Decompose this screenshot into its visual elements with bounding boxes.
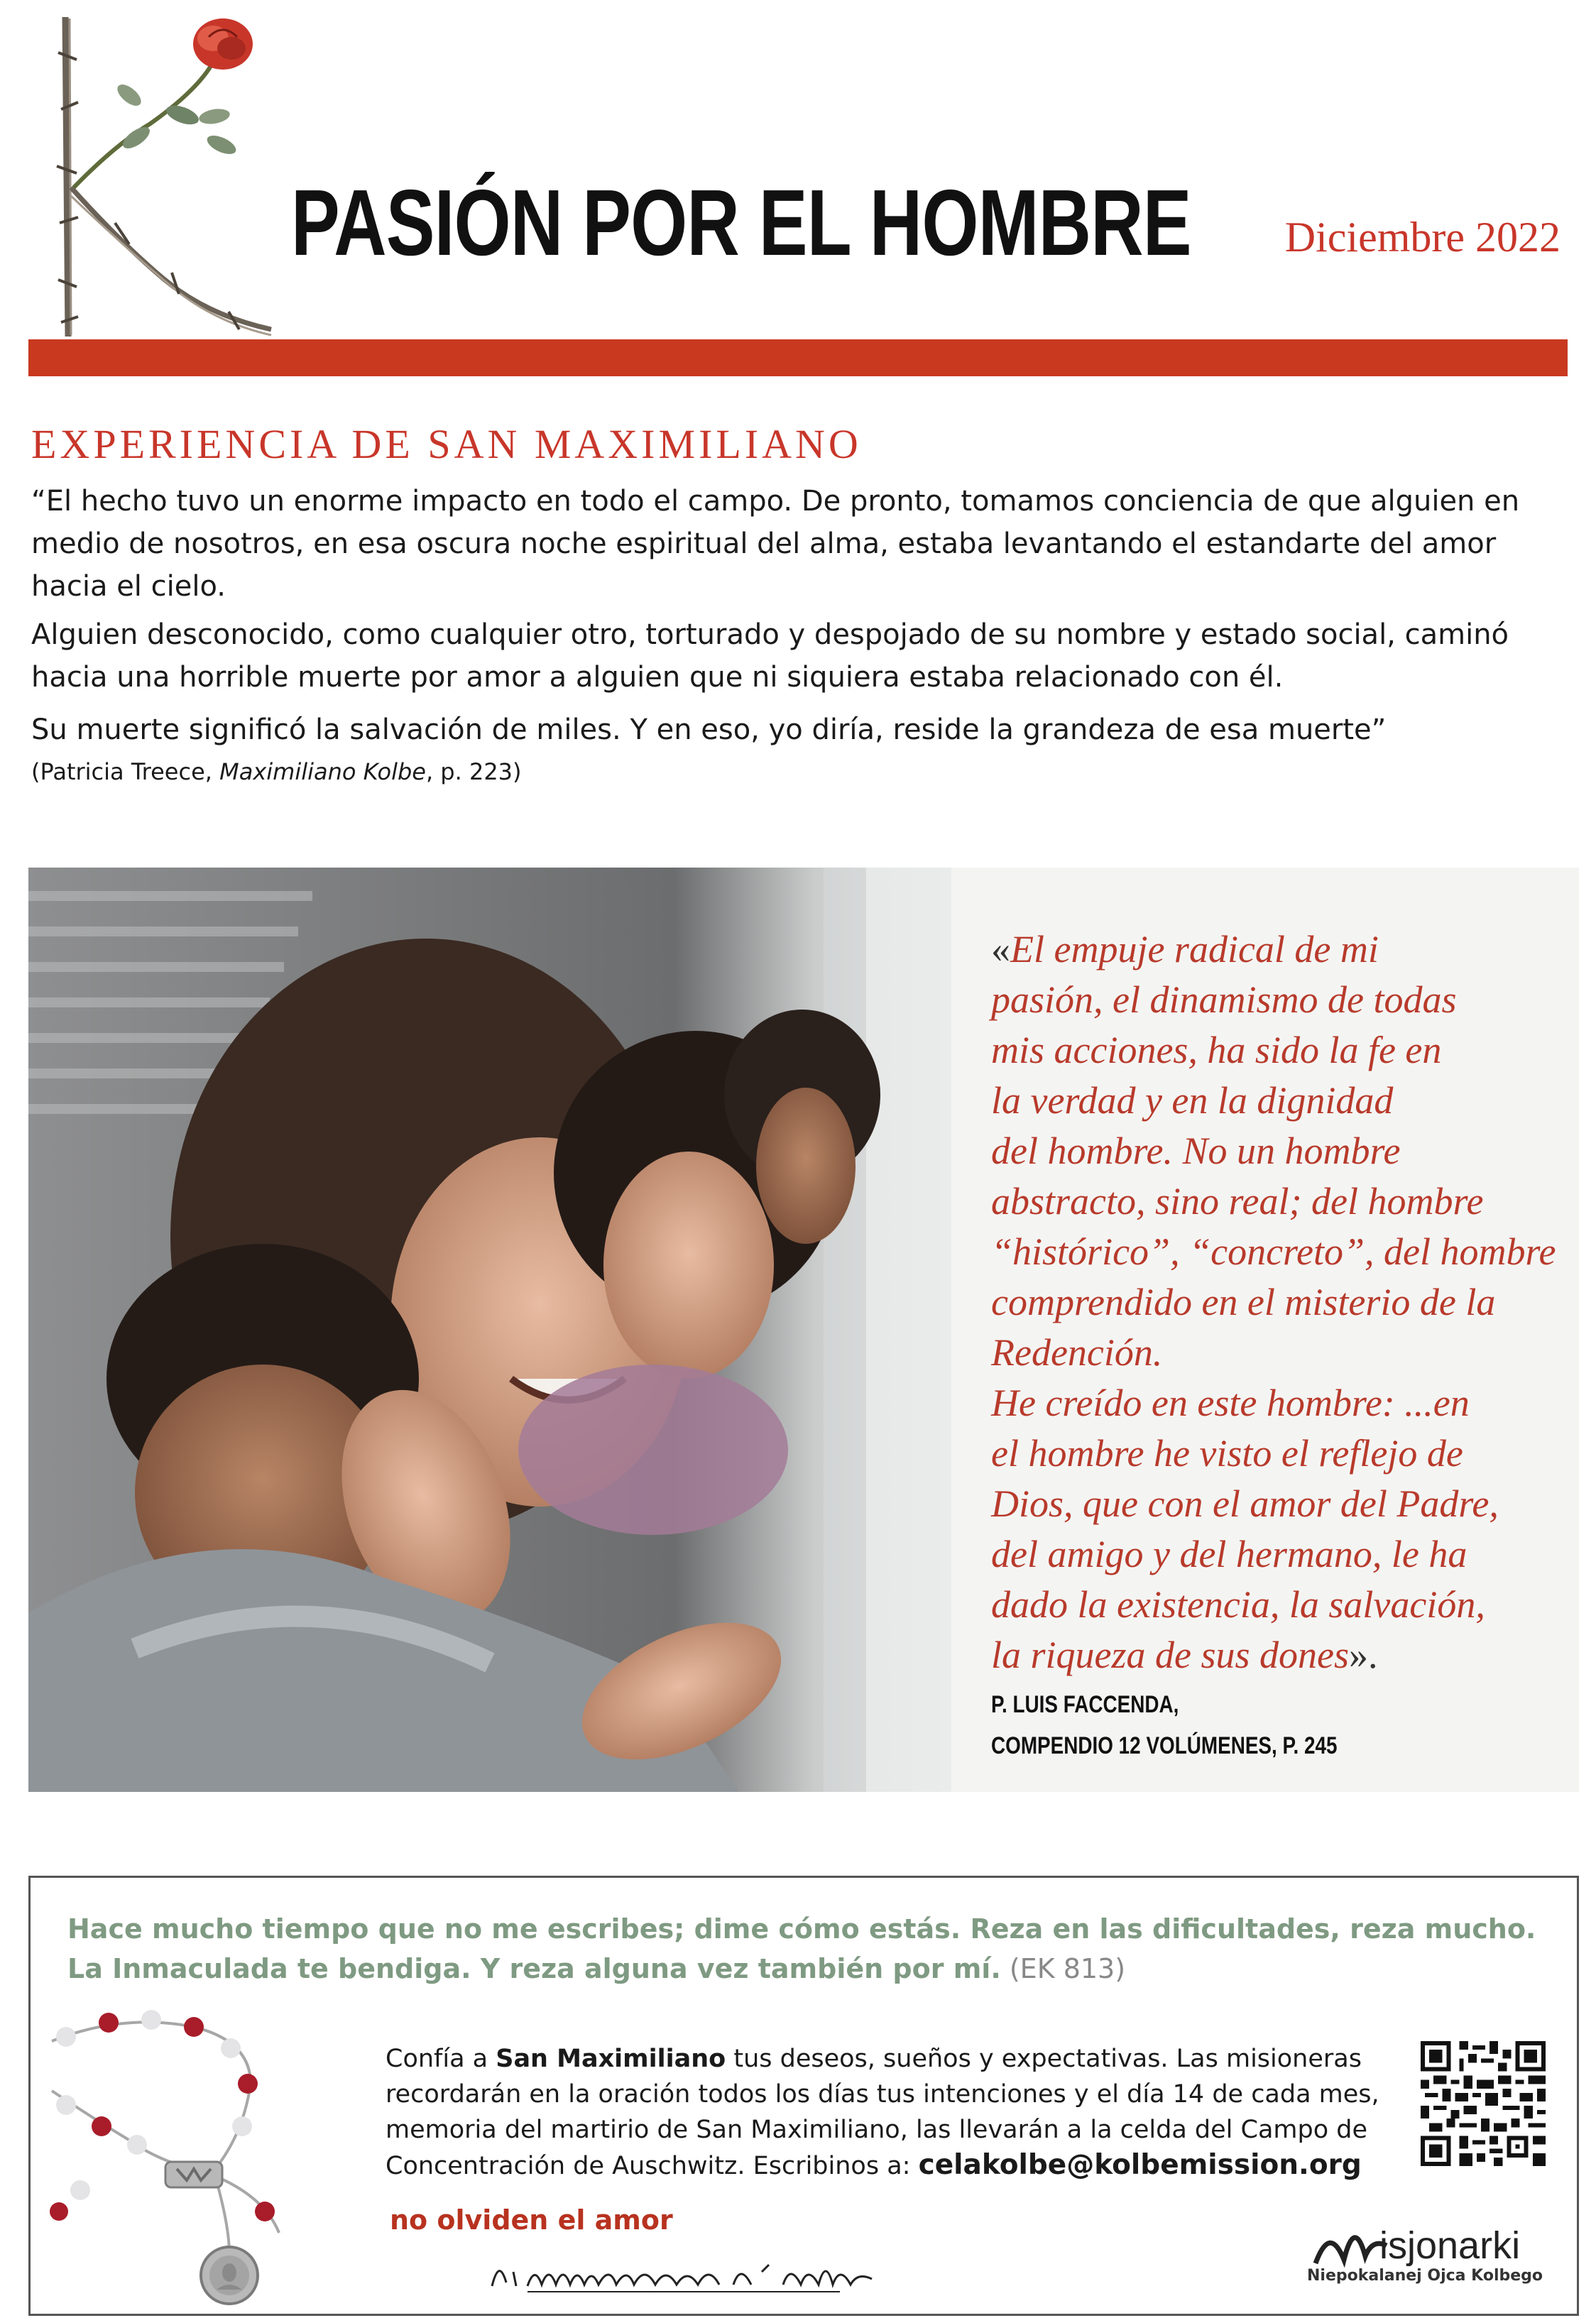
entrust-text (386, 2041, 1422, 2184)
experience-paragraph: “El hecho tuvo un enorme impacto en todo el campo. De pronto, tomamos conciencia de que alguien en medio de nosotros, en esa oscura noche espiritual del alma, estaba levantando el estandarte del amor hacia el cielo. (31, 485, 1520, 603)
quote-line: “histórico”, “concreto”, del hombre (991, 1230, 1556, 1273)
quote-line-text: El empuje radical de mi (1010, 928, 1379, 971)
letter-text: Hace mucho tiempo que no me escribes; dime cómo estás. Reza en las dificultades, reza mucho. La Inmaculada te bendiga. Y reza alguna vez también por mí. (67, 1913, 1536, 1984)
entrust-intro: Confía a (386, 2045, 496, 2073)
citation-prefix: (Patricia Treece, (31, 758, 220, 785)
quote-line: comprendido en el misterio de la (991, 1281, 1496, 1323)
hugging-people-photo (28, 868, 951, 1792)
header-divider (28, 339, 1568, 376)
quote-line: He creído en este hombre: ...en (991, 1382, 1470, 1424)
quote-line-text: la riqueza de sus dones (991, 1634, 1349, 1676)
quote-line: abstracto, sino real; del hombre (991, 1180, 1484, 1223)
entrust-saint: San Maximiliano (496, 2045, 726, 2073)
quote-line: Redención. (991, 1331, 1163, 1374)
quote-close-mark: ». (1348, 1634, 1378, 1676)
quote-line: Dios, que con el amor del Padre, (991, 1482, 1499, 1525)
quote-line (991, 1630, 1559, 1680)
quote-line: pasión, el dinamismo de todas (991, 978, 1457, 1021)
tagline: no olviden el amor (390, 2204, 673, 2236)
quote-line (991, 924, 1559, 975)
page-title: PASIÓN POR EL HOMBRE (291, 170, 1191, 275)
quote-line: dado la existencia, la salvación, (991, 1583, 1485, 1626)
quote-author: P. LUIS FACCENDA, (991, 1691, 1179, 1718)
experience-paragraph: Alguien desconocido, como cualquier otro, torturado y despojado de su nombre y estado social, caminó hacia una horrible muerte por amor a alguien que ni siquiera estaba relacionado con él. (31, 618, 1509, 694)
signature (485, 2251, 882, 2300)
kolbe-quote (991, 924, 1559, 1680)
quote-source: COMPENDIO 12 VOLÚMENES, P. 245 (991, 1732, 1338, 1759)
org-name: Niepokalanej Ojca Kolbego (1307, 2267, 1543, 2285)
quote-open-mark: « (991, 928, 1010, 971)
contact-box (28, 1876, 1579, 2316)
rosary-image (38, 1999, 407, 2311)
quote-line: el hombre he visto el reflejo de (991, 1432, 1463, 1475)
quote-attribution (991, 1684, 1338, 1766)
citation-suffix: , p. 223) (425, 758, 522, 785)
section-title: EXPERIENCIA DE SAN MAXIMILIANO (31, 421, 862, 467)
quote-line: del hombre. No un hombre (991, 1130, 1401, 1172)
quote-line: la verdad y en la dignidad (991, 1079, 1394, 1122)
qr-code[interactable] (1421, 2041, 1546, 2166)
letter-quote (67, 1909, 1558, 1989)
quote-line: mis acciones, ha sido la fe en (991, 1029, 1442, 1071)
quote-line: del amigo y del hermano, le ha (991, 1533, 1467, 1575)
citation-book: Maximiliano Kolbe (219, 758, 426, 785)
photo-quote-block (28, 868, 1579, 1792)
experience-paragraph: Su muerte significó la salvación de miles. Y en eso, yo diría, reside la grandeza de esa muerte” (31, 714, 1387, 746)
letter-ref: (EK 813) (1000, 1953, 1126, 1984)
contact-email-link[interactable]: celakolbe@kolbemission.org (918, 2149, 1362, 2181)
barbed-wire-k-rose-logo (37, 10, 293, 344)
org-logo-text: isjonarki (1379, 2224, 1521, 2267)
entrust-body: tus deseos, sueños y expectativas. Las misioneras recordarán en la oración todos los días tus intenciones y el día 14 de cada mes, memoria del martirio de San Maximiliano, las llevarán a la celda del Campo de Concentración de Auschwitz. Escribinos a: (386, 2045, 1379, 2180)
citation (31, 758, 522, 785)
issue-date: Diciembre 2022 (1284, 214, 1561, 261)
